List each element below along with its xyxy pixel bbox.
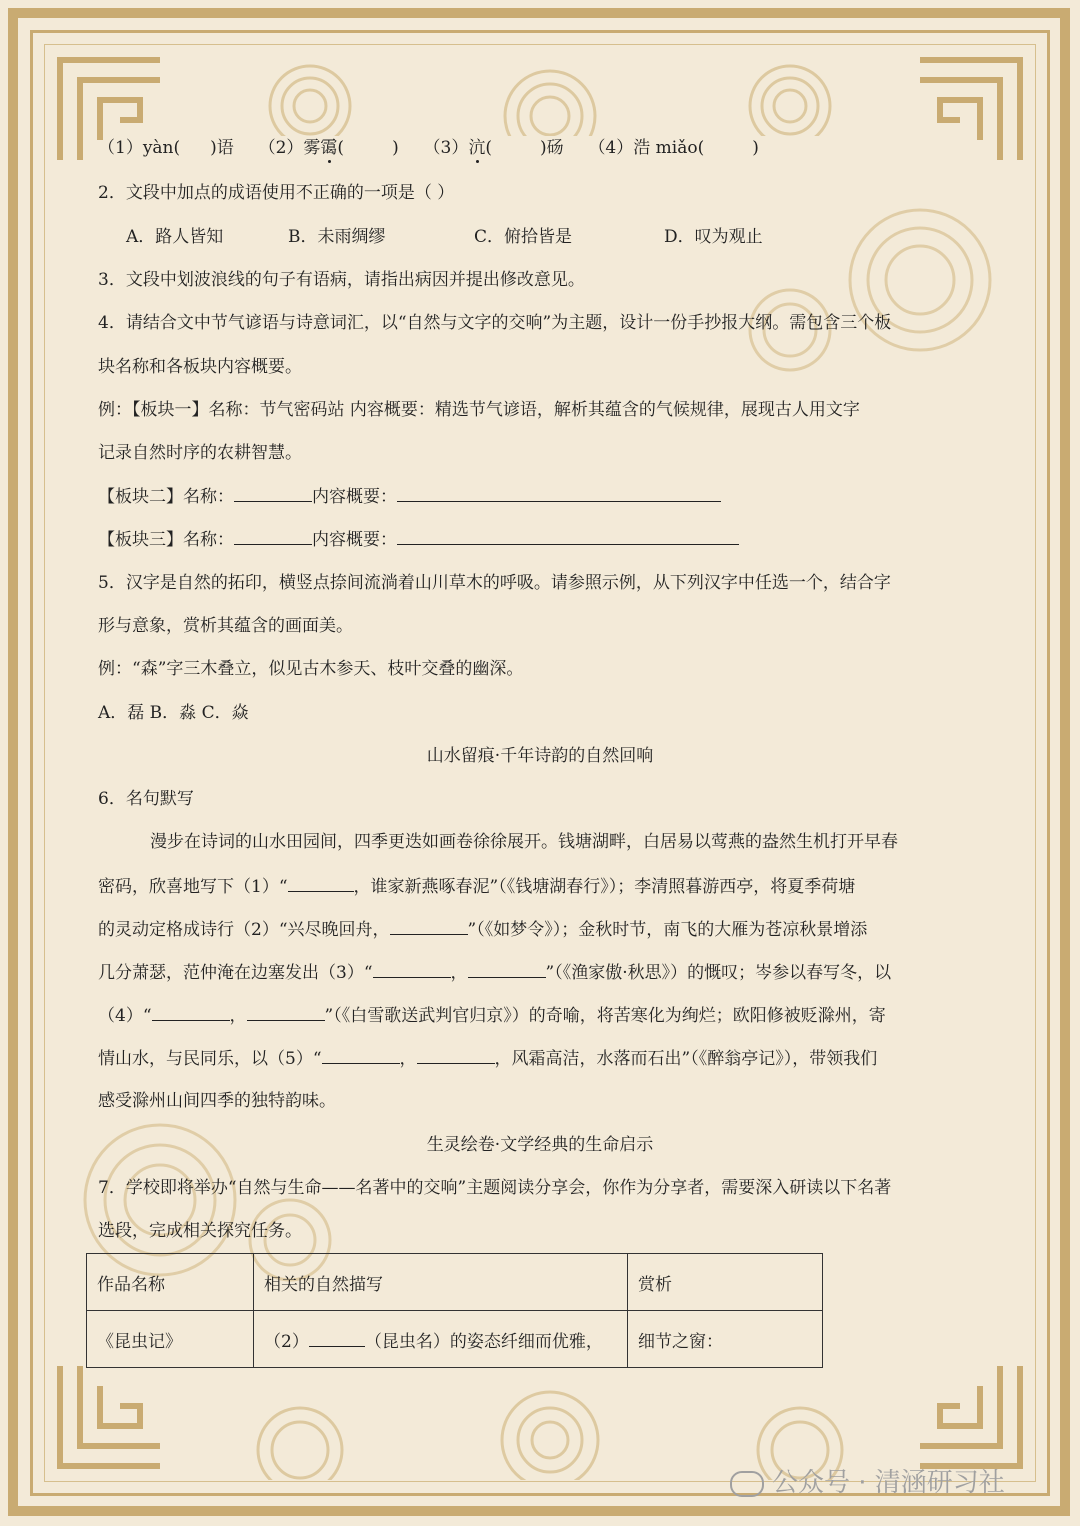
q5-line2: 形与意象，赏析其蕴含的画面美。 bbox=[98, 616, 353, 636]
q4-line2: 块名称和各板块内容概要。 bbox=[98, 357, 302, 377]
q6-blank-4b[interactable] bbox=[247, 1004, 325, 1021]
table-cell-title: 《昆虫记》 bbox=[87, 1311, 254, 1368]
q6-line3: 的灵动定格成诗行（2）“兴尽晚回舟， ”（《如梦令》）；金秋时节，南飞的大雁为苍凉秋景增添 bbox=[98, 920, 868, 940]
table-row bbox=[87, 1311, 823, 1368]
q6-blank-4a[interactable] bbox=[152, 1004, 230, 1021]
q5-options: A．磊 B．淼 C．焱 bbox=[98, 703, 249, 723]
q5-example: 例：“森”字三木叠立，似见古木参天、枝叶交叠的幽深。 bbox=[98, 659, 524, 679]
q7-line2: 选段，完成相关探究任务。 bbox=[98, 1221, 302, 1241]
table-header-cell: 相关的自然描写 bbox=[254, 1254, 628, 1311]
q6-blank-3b[interactable] bbox=[468, 961, 546, 978]
q4-example-line1: 例：【板块一】名称：节气密码站 内容概要：精选节气谚语，解析其蕴含的气候规律，展现古人用文字 bbox=[98, 400, 860, 420]
fretwork-corner-top-right bbox=[910, 50, 1030, 170]
q4-line1: 4．请结合文中节气谚语与诗意词汇，以“自然与文字的交响”为主题，设计一份手抄报大纲。需包含三个板 bbox=[98, 313, 892, 333]
cloud-ornament-top bbox=[190, 46, 910, 136]
q5-line1: 5．汉字是自然的拓印，横竖点捺间流淌着山川草木的呼吸。请参照示例，从下列汉字中任选一个，结合字 bbox=[98, 573, 891, 593]
q4-board2: 【板块二】名称： 内容概要： bbox=[98, 485, 721, 508]
q6-blank-1[interactable] bbox=[288, 875, 354, 892]
q4-board3: 【板块三】名称： 内容概要： bbox=[98, 528, 739, 551]
cloud-ornament-right bbox=[700, 170, 1030, 390]
board3-summary-blank[interactable] bbox=[397, 528, 739, 545]
q6-line7: 感受滁州山间四季的独特韵味。 bbox=[98, 1091, 336, 1111]
table-header-cell: 作品名称 bbox=[87, 1254, 254, 1311]
q2-stem: 2．文段中加点的成语使用不正确的一项是（ ） bbox=[98, 183, 455, 203]
table-cell-analysis[interactable]: 细节之窗： bbox=[628, 1311, 823, 1368]
wechat-icon bbox=[730, 1471, 764, 1497]
section-title-1: 山水留痕·千年诗韵的自然回响 bbox=[426, 746, 654, 766]
q6-line2: 密码，欣喜地写下（1）“ ，谁家新燕啄春泥”（《钱塘湖春行》）；李清照暮游西亭，将夏季荷塘 bbox=[98, 877, 856, 897]
fretwork-corner-bottom-left bbox=[50, 1356, 170, 1476]
table-cell-description: （2） （昆虫名）的姿态纤细而优雅， bbox=[254, 1311, 628, 1368]
table-header-cell: 赏析 bbox=[628, 1254, 823, 1311]
q6-line5: （4）“ ， ”（《白雪歌送武判官归京》）的奇喻，将苦寒化为绚烂；欧阳修被贬滁州，寄 bbox=[98, 1006, 886, 1026]
q6-title: 6．名句默写 bbox=[98, 789, 194, 809]
table-header-row bbox=[87, 1254, 823, 1311]
reading-table bbox=[86, 1253, 823, 1368]
insect-name-blank[interactable] bbox=[309, 1330, 365, 1347]
board3-name-blank[interactable] bbox=[234, 528, 312, 545]
q4-example-line2: 记录自然时序的农耕智慧。 bbox=[98, 443, 302, 463]
q6-line6: 情山水，与民同乐，以（5）“ ， ，风霜高洁，水落而石出”（《醉翁亭记》），带领我们 bbox=[98, 1049, 878, 1069]
section-title-2: 生灵绘卷·文学经典的生命启示 bbox=[426, 1135, 654, 1155]
q3-text: 3．文段中划波浪线的句子有语病，请指出病因并提出修改意见。 bbox=[98, 270, 585, 290]
q6-blank-2[interactable] bbox=[390, 918, 468, 935]
q6-line4: 几分萧瑟，范仲淹在边塞发出（3）“ ， ”（《渔家傲·秋思》）的慨叹；岑参以春写冬，以 bbox=[98, 963, 892, 983]
q1-pinyin-line: （1）yàn( )语 （2）雾霭( ) （3）沆( )砀 （4）浩 miǎo( ) bbox=[98, 138, 759, 158]
q6-blank-3a[interactable] bbox=[373, 961, 451, 978]
q6-blank-5b[interactable] bbox=[417, 1047, 495, 1064]
q2-option-d: D．叹为观止 bbox=[664, 227, 763, 247]
watermark: 公众号 · 清涵研习社 bbox=[730, 1462, 1005, 1499]
q6-line1: 漫步在诗词的山水田园间，四季更迭如画卷徐徐展开。钱塘湖畔，白居易以莺燕的盎然生机打开早春 bbox=[150, 832, 898, 852]
q6-blank-5a[interactable] bbox=[322, 1047, 400, 1064]
q7-line1: 7．学校即将举办“自然与生命——名著中的交响”主题阅读分享会，你作为分享者，需要深入研读以下名著 bbox=[98, 1178, 892, 1198]
q2-option-c: C．俯拾皆是 bbox=[474, 227, 573, 247]
q2-option-a: A．路人皆知 bbox=[126, 227, 224, 247]
board2-summary-blank[interactable] bbox=[397, 485, 721, 502]
q2-option-b: B．未雨绸缪 bbox=[288, 227, 386, 247]
board2-name-blank[interactable] bbox=[234, 485, 312, 502]
